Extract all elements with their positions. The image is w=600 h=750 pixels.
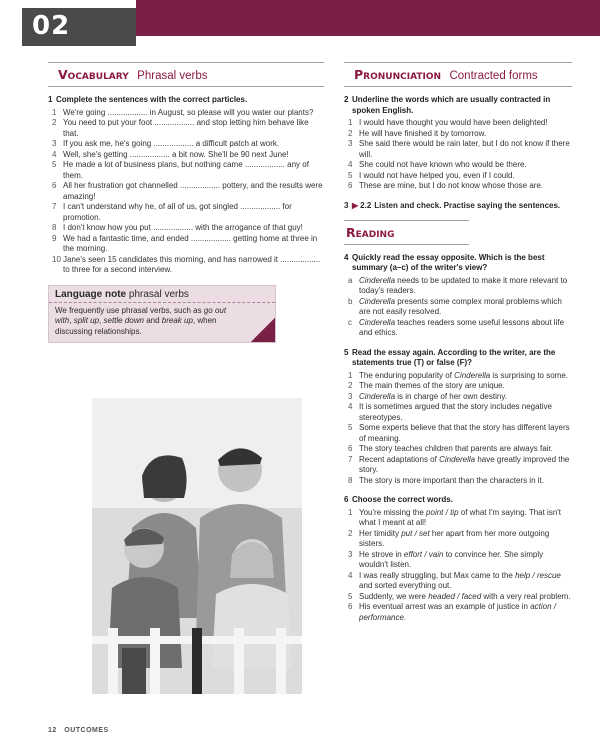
summary-option-item <box>348 297 572 318</box>
item-text: Jane's seen 15 candidates this morning, and has narrowed it .................. to three for a second interview. <box>63 254 321 274</box>
exercise-2-list <box>344 118 572 192</box>
exercise-5-list <box>344 371 572 487</box>
item-number: b <box>348 296 353 306</box>
tf-statement-item <box>348 402 572 423</box>
item-text: I don't know how you put .................. with the arrogance of that guy! <box>63 223 303 232</box>
exercise-5: 5 Read the essay again. According to the writer, are the statements true (T) or false (F)? 1 The enduring popularity of Cinderella is surprising to some. 2 The main themes of the story are unique. 3 Cinderella is in charge of her own destiny. 4 It is sometimes argued that the story includes negative stereotypes. 5 Some experts believe that that the story has different layers of meaning. 6 The story teaches children that parents are always fair. 7 Recent adaptations of Cinderella have greatly improved the story. 8 The story is more important than the characters in it. <box>344 348 572 487</box>
item-text: These are mine, but I do not know whose those are. <box>359 181 544 190</box>
item-number: 6 <box>52 181 57 190</box>
left-column <box>48 62 324 343</box>
pronunciation-title: Pronunciation <box>354 67 442 82</box>
item-text: The enduring popularity of Cinderella is surprising to some. <box>359 370 569 380</box>
item-number: 2 <box>348 381 353 390</box>
note-corner-fold <box>251 318 275 342</box>
item-number: 8 <box>348 475 353 485</box>
tf-statement-item <box>348 392 572 403</box>
pron-item <box>348 171 572 182</box>
tf-statement-item <box>348 476 572 487</box>
item-number: 5 <box>348 170 353 180</box>
language-note-body: We frequently use phrasal verbs, such as go out with, split up, settle down and break up, when discussing relationships. <box>55 305 227 336</box>
item-number: a <box>348 275 353 285</box>
exercise-6: 6 Choose the correct words. 1 You're missing the point / tip of what I'm saying. That isn't what I meant at all! 2 Her timidity put / set her apart from her more outgoing sisters. 3 He strove in effort / vain to convince her. She simply wouldn't listen. 4 I was really struggling, but Max came to the help / rescue and sorted everything out. 5 Suddenly, we were headed / faced with a very real problem. 6 His eventual arrest was an example of justice in action / performance. <box>344 495 571 622</box>
choose-word-item <box>348 592 572 603</box>
pron-item <box>348 118 572 129</box>
item-number: 6 <box>348 181 353 190</box>
item-number: 10 <box>52 254 61 264</box>
pronunciation-heading <box>344 62 572 87</box>
exercise-2: 2 Underline the words which are usually contracted in spoken English. 1 I would have thought you would have been delighted! 2 He will have finished it by tomorrow. 3 She said there would be rain later, but I do not know if there will. 4 She could not have known who would be there. 5 I would not have helped you, even if I could. 6 These are mine, but I do not know whose those are. <box>344 95 572 192</box>
exercise-4-list <box>344 276 572 339</box>
item-number: 3 <box>348 139 353 148</box>
item-number: 5 <box>348 423 353 432</box>
item-text: If you ask me, he's going .................. a difficult patch at work. <box>63 139 280 148</box>
item-text: She could not have known who would be there. <box>359 160 527 169</box>
vocab-item <box>52 139 324 150</box>
vocab-item <box>52 255 324 276</box>
item-text: The main themes of the story are unique. <box>359 381 505 390</box>
page-number: 12 <box>48 727 57 734</box>
reading-title: Reading <box>346 224 395 240</box>
pron-item <box>348 139 572 160</box>
item-text: She said there would be rain later, but I do not know if there will. <box>359 139 570 159</box>
vocabulary-subtitle: Phrasal verbs <box>137 70 208 82</box>
tf-statement-item <box>348 381 572 392</box>
pronunciation-subtitle: Contracted forms <box>449 70 538 82</box>
item-text: We had a fantastic time, and ended .................. getting home at three in the morning. <box>63 233 318 253</box>
vocab-item <box>52 150 324 161</box>
vocab-item <box>52 234 324 255</box>
item-text: You're missing the point / tip of what I'm saying. That isn't what I meant at all! <box>359 507 562 527</box>
tf-statement-item <box>348 455 572 476</box>
item-text: I would have thought you would have been delighted! <box>359 118 548 127</box>
tf-statement-item <box>348 371 572 382</box>
vocab-item <box>52 160 324 181</box>
item-number: 1 <box>52 107 57 117</box>
language-note-heading <box>49 286 275 303</box>
family-photo-illustration <box>92 398 302 694</box>
language-note-label: Language note <box>55 288 127 300</box>
item-number: 1 <box>348 370 353 380</box>
header-band <box>136 0 600 36</box>
item-text: The story teaches children that parents are always fair. <box>359 444 553 453</box>
vocab-item <box>52 181 324 202</box>
family-photo <box>92 398 302 694</box>
language-note-box <box>48 285 276 343</box>
exercise-3: 3 ▶ 2.2 Listen and check. Practise saying the sentences. <box>344 200 561 210</box>
item-text: I can't understand why he, of all of us, got singled .................. for promotion. <box>63 202 292 222</box>
reading-heading <box>344 220 469 245</box>
item-text: All her frustration got channelled .................. pottery, and the results were amazing! <box>63 181 323 201</box>
page-footer <box>48 727 114 734</box>
item-text: You need to put your foot .................. and stop letting him behave like that. <box>63 118 309 138</box>
language-note-topic: phrasal verbs <box>128 288 189 300</box>
exercise-6-list <box>344 508 572 624</box>
choose-word-item <box>348 508 572 529</box>
vocab-item <box>52 118 324 139</box>
item-text: Suddenly, we were headed / faced with a very real problem. <box>359 591 571 601</box>
exercise-1 <box>48 95 324 276</box>
pron-item <box>348 160 572 171</box>
item-text: Cinderella is in charge of her own destiny. <box>359 391 507 401</box>
item-number: 4 <box>348 402 353 411</box>
item-number: 4 <box>52 149 57 159</box>
item-text: I was really struggling, but Max came to the help / rescue and sorted everything out. <box>359 570 561 590</box>
item-number: 7 <box>52 202 57 211</box>
item-number: 6 <box>348 444 353 453</box>
item-text: It is sometimes argued that the story includes negative stereotypes. <box>359 402 552 422</box>
item-text: He will have finished it by tomorrow. <box>359 128 487 138</box>
summary-option-item <box>348 318 572 339</box>
item-text: Cinderella presents some complex moral problems which are not easily resolved. <box>359 296 562 316</box>
choose-word-item <box>348 602 572 623</box>
pron-item <box>348 129 572 140</box>
item-number: 8 <box>52 223 57 232</box>
item-text: The story is more important than the characters in it. <box>359 475 544 485</box>
book-title: OUTCOMES <box>64 727 109 734</box>
vocab-item <box>52 223 324 234</box>
item-number: c <box>348 317 352 327</box>
vocabulary-heading <box>48 62 324 87</box>
item-number: 4 <box>348 160 353 169</box>
summary-option-item <box>348 276 572 297</box>
item-number: 3 <box>348 391 353 401</box>
exercise-1-list <box>48 108 324 276</box>
item-number: 5 <box>348 591 353 601</box>
choose-word-item <box>348 571 572 592</box>
choose-word-item <box>348 550 572 571</box>
item-text: Her timidity put / set her apart from her more outgoing sisters. <box>359 528 550 548</box>
item-number: 1 <box>348 507 353 517</box>
item-number: 4 <box>348 570 353 580</box>
item-number: 6 <box>348 602 353 611</box>
item-text: I would not have helped you, even if I could. <box>359 170 515 180</box>
pron-item <box>348 181 572 192</box>
item-text: Some experts believe that that the story has different layers of meaning. <box>359 423 570 443</box>
audio-track: 2.2 <box>360 200 372 210</box>
item-text: Well, she's getting .................. a bit now. She'll be 90 next June! <box>63 149 289 159</box>
right-column <box>344 62 572 632</box>
item-number: 2 <box>348 128 353 138</box>
item-number: 7 <box>348 454 353 464</box>
item-number: 2 <box>52 118 57 127</box>
vocab-item <box>52 202 324 223</box>
unit-tab <box>22 8 136 46</box>
vocab-item <box>52 108 324 119</box>
item-text: We're going .................. in August, so please will you water our plants? <box>63 107 314 117</box>
audio-icon[interactable]: ▶ <box>352 200 359 210</box>
item-text: Recent adaptations of Cinderella have greatly improved the story. <box>359 454 570 474</box>
item-text: Cinderella teaches readers some useful lessons about life and ethics. <box>359 317 565 337</box>
choose-word-item <box>348 529 572 550</box>
item-text: Cinderella needs to be updated to make it more relevant to today's readers. <box>359 275 568 295</box>
item-number: 5 <box>52 160 57 169</box>
item-text: He made a lot of business plans, but nothing came .................. any of them. <box>63 160 309 180</box>
item-number: 2 <box>348 528 353 538</box>
item-number: 3 <box>348 549 353 559</box>
exercise-1-instruction: 1 Complete the sentences with the correct particles. <box>48 95 248 104</box>
item-number: 3 <box>52 139 57 148</box>
tf-statement-item <box>348 423 572 444</box>
exercise-4: 4 Quickly read the essay opposite. Which is the best summary (a–c) of the writer's view? a Cinderella needs to be updated to make it more relevant to today's readers. b Cinderella presents some complex moral problems which are not easily resolved. c Cinderella teaches readers some useful lessons about life and ethics. <box>344 253 572 339</box>
item-text: He strove in effort / vain to convince her. She simply wouldn't listen. <box>359 549 544 569</box>
unit-number: 02 <box>32 11 71 41</box>
tf-statement-item <box>348 444 572 455</box>
item-number: 1 <box>348 118 353 127</box>
vocabulary-title: Vocabulary <box>58 67 129 82</box>
item-text: His eventual arrest was an example of justice in action / performance. <box>359 602 556 622</box>
item-number: 9 <box>52 233 57 243</box>
